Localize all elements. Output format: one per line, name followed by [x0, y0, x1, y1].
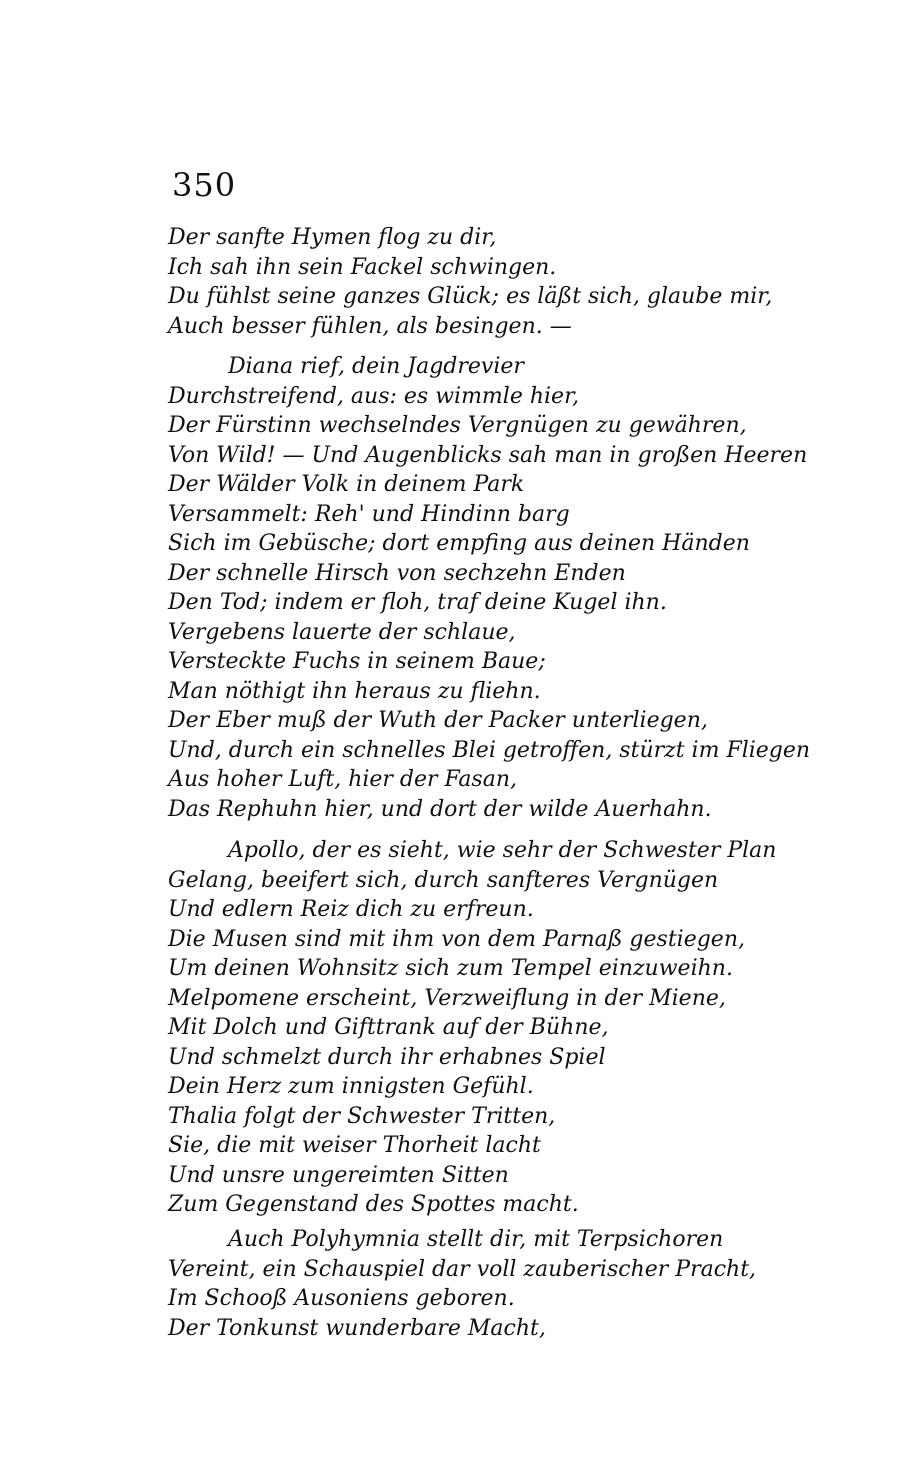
verse-line: Der schnelle Hirsch von sechzehn Enden: [168, 560, 626, 586]
verse-line: Thalia folgt der Schwester Tritten,: [168, 1103, 556, 1129]
verse-line: Man nöthigt ihn heraus zu fliehn.: [168, 678, 541, 704]
verse-line: Mit Dolch und Gifttrank auf der Bühne,: [168, 1015, 609, 1040]
verse-line: Und edlern Reiz dich zu erfreun.: [168, 897, 534, 922]
verse-line: Versammelt: Reh' und Hindinn barg: [168, 501, 570, 527]
verse-line: Der sanfte Hymen flog zu dir,: [168, 225, 497, 250]
verse-line: Zum Gegenstand des Spottes macht.: [168, 1192, 579, 1217]
stanza-4: [168, 1225, 848, 1343]
verse-line: Der Fürstinn wechselndes Vergnügen zu gewähren,: [168, 413, 747, 438]
verse-line: Du fühlst seine ganzes Glück; es läßt sich, glaube mir,: [168, 284, 773, 309]
verse-line: Dein Herz zum innigsten Gefühl.: [168, 1074, 534, 1099]
verse-line: Apollo, der es sieht, wie sehr der Schwester Plan: [228, 838, 777, 863]
verse-line: Sich im Gebüsche; dort empfing aus deinen Händen: [168, 531, 750, 556]
verse-line: Um deinen Wohnsitz sich zum Tempel einzuweihn.: [168, 956, 733, 981]
verse-line: Von Wild! — Und Augenblicks sah man in großen Heeren: [168, 442, 808, 468]
stanza-3: [168, 836, 848, 1220]
verse-line: Auch Polyhymnia stellt dir, mit Terpsichoren: [228, 1227, 724, 1252]
verse-line: Ich sah ihn sein Fackel schwingen.: [168, 254, 557, 280]
verse-line: Das Rephuhn hier, und dort der wilde Auerhahn.: [168, 796, 712, 822]
page-number: 350: [172, 166, 237, 204]
verse-line: Und unsre ungereimten Sitten: [168, 1162, 509, 1188]
verse-line: Melpomene erscheint, Verzweiflung in der Miene,: [168, 985, 726, 1011]
verse-line: Und schmelzt durch ihr erhabnes Spiel: [168, 1044, 606, 1070]
verse-line: Im Schooß Ausoniens geboren.: [168, 1286, 515, 1311]
verse-line: Sie, die mit weiser Thorheit lacht: [168, 1133, 541, 1158]
verse-line: Aus hoher Luft, hier der Fasan,: [168, 767, 518, 792]
verse-line: Gelang, beeifert sich, durch sanfteres Vergnügen: [168, 867, 719, 893]
verse-line: Vereint, ein Schauspiel dar voll zauberischer Pracht,: [168, 1256, 757, 1282]
stanza-1: [168, 223, 848, 341]
verse-line: Der Tonkunst wunderbare Macht,: [168, 1315, 546, 1341]
verse-line: Diana rief, dein Jagdrevier: [228, 354, 524, 379]
verse-line: Den Tod; indem er floh, traf deine Kugel ihn.: [168, 590, 667, 615]
verse-line: Auch besser fühlen, als besingen. —: [168, 313, 572, 339]
verse-line: Durchstreifend, aus: es wimmle hier,: [168, 383, 580, 409]
verse-line: Versteckte Fuchs in seinem Baue;: [168, 649, 546, 674]
verse-line: Und, durch ein schnelles Blei getroffen, stürzt im Fliegen: [168, 737, 811, 763]
verse-line: Der Eber muß der Wuth der Packer unterliegen,: [168, 708, 708, 733]
verse-line: Die Musen sind mit ihm von dem Parnaß gestiegen,: [168, 926, 745, 952]
verse-line: Vergebens lauerte der schlaue,: [168, 619, 516, 645]
stanza-2: [168, 352, 848, 824]
verse-line: Der Wälder Volk in deinem Park: [168, 472, 525, 497]
